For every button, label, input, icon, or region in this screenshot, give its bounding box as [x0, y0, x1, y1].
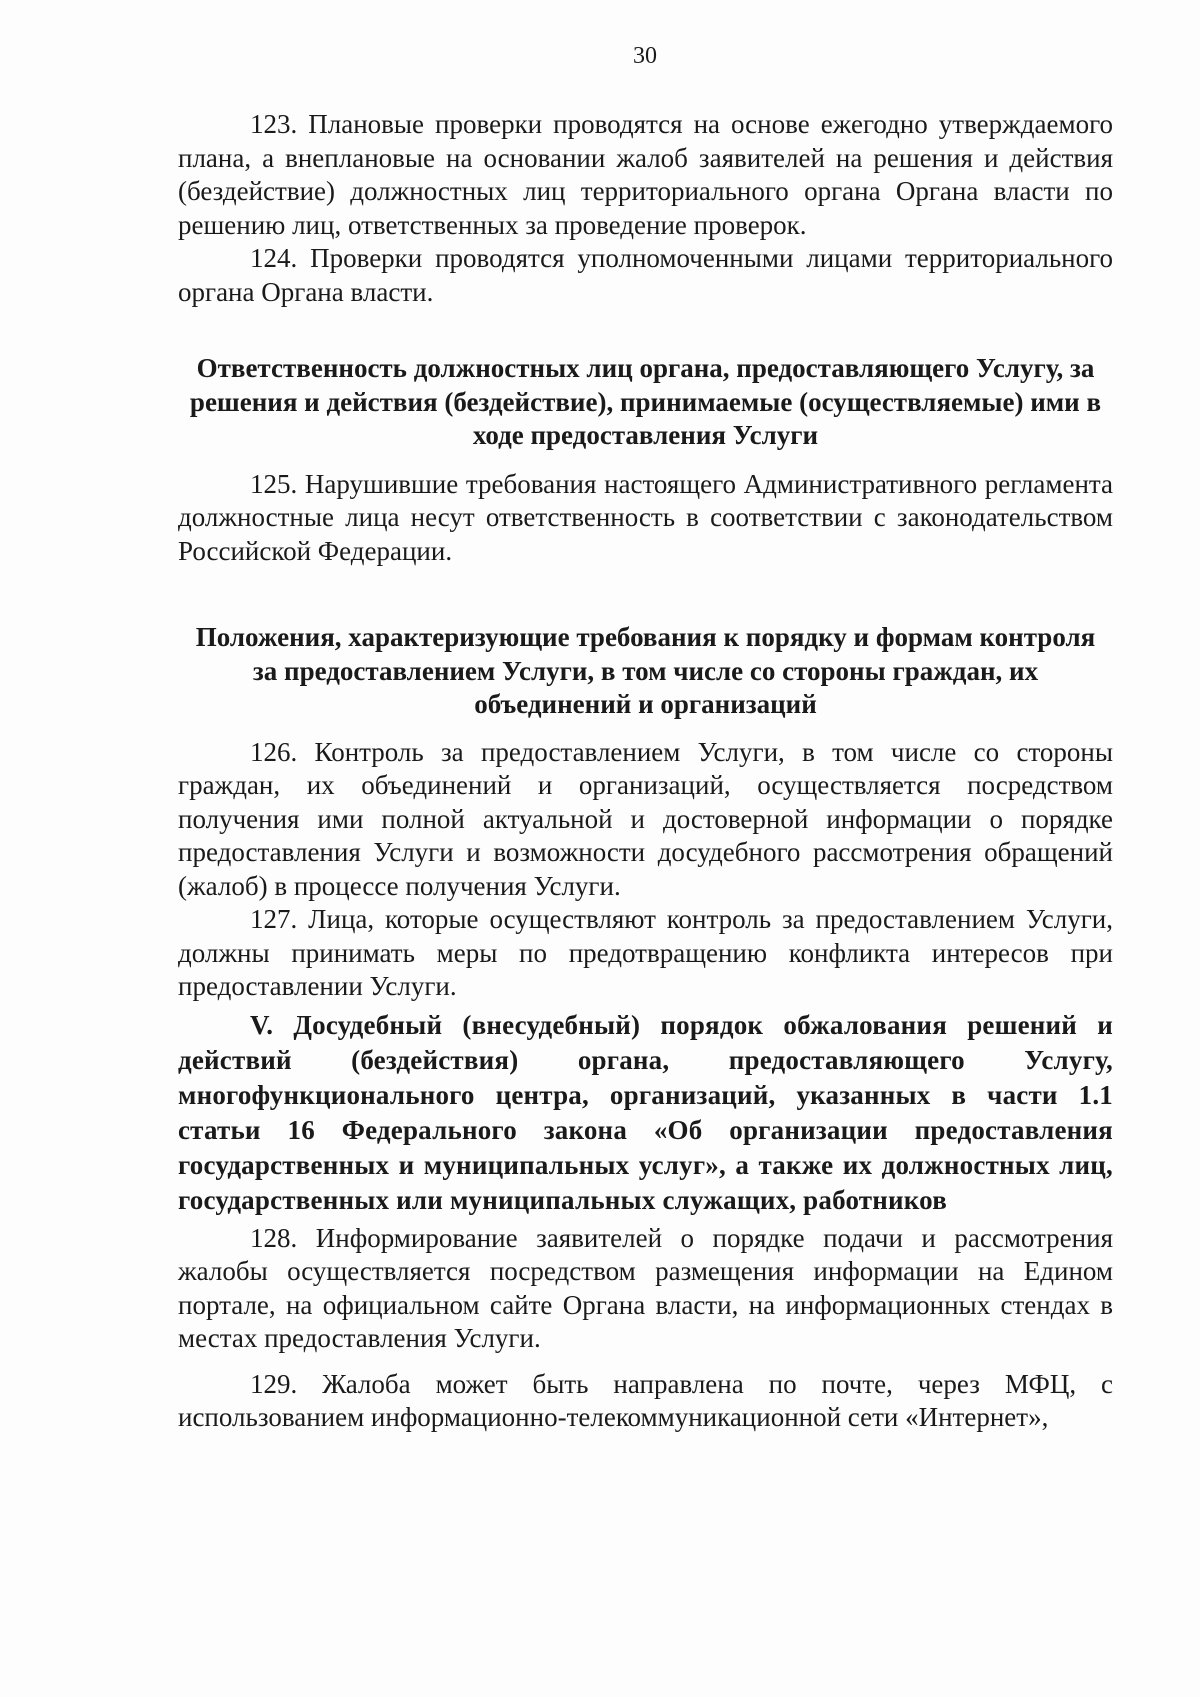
paragraph-126: 126. Контроль за предоставлением Услуги, в том числе со стороны граждан, их объединений и организаций, осуществляется посредством получения ими полной актуальной и достоверной информации о порядке предоставления Услуги и возможности досудебного рассмотрения обращений (жалоб) в процессе получения Услуги. [178, 736, 1113, 901]
spacer [178, 722, 1113, 736]
paragraph-128: 128. Информирование заявителей о порядке подачи и рассмотрения жалобы осуществляется посредством размещения информации на Едином портале, на официальном сайте Органа власти, на информационных стендах в местах предоставления Услуги. [178, 1222, 1113, 1353]
paragraph-124: 124. Проверки проводятся уполномоченными лицами территориального органа Органа власти. [178, 243, 1113, 307]
document-body [178, 108, 1113, 1435]
spacer [178, 309, 1113, 352]
spacer [178, 1356, 1113, 1368]
page-number: 30 [633, 43, 657, 69]
heading-responsibility: Ответственность должностных лиц органа, предоставляющего Услугу, за решения и действия (бездействие), принимаемые (осуществляемые) ими в ходе предоставления Услуги [189, 353, 1102, 450]
heading-control: Положения, характеризующие требования к порядку и формам контроля за предоставлением Услуги, в том числе со стороны граждан, их объединений и организаций [195, 622, 1096, 719]
spacer [178, 453, 1113, 468]
paragraph-129: 129. Жалоба может быть направлена по почте, через МФЦ, с использованием информационно-телекоммуникационной сети «Интернет», [178, 1368, 1113, 1432]
heading-section-v: V. Досудебный (внесудебный) порядок обжалования решений и действий (бездействия) органа, предоставляющего Услугу, многофункционального центра, организаций, указанных в части 1.1 статьи 16 Федерального закона «Об организации предоставления государственных и муниципальных услуг», а также их должностных лиц, государственных или муниципальных служащих, работников [178, 1009, 1113, 1215]
paragraph-125: 125. Нарушившие требования настоящего Административного регламента должностные лица несут ответственность в соответствии с законодательством Российской Федерации. [178, 468, 1113, 566]
paragraph-123: 123. Плановые проверки проводятся на основе ежегодно утверждаемого плана, а внеплановые на основании жалоб заявителей на решения и действия (бездействие) должностных лиц территориального органа Органа власти по решению лиц, ответственных за проведение проверок. [178, 109, 1113, 240]
paragraph-127: 127. Лица, которые осуществляют контроль за предоставлением Услуги, должны принимать меры по предотвращению конфликта интересов при предоставлении Услуги. [178, 904, 1113, 1001]
spacer [178, 568, 1113, 621]
